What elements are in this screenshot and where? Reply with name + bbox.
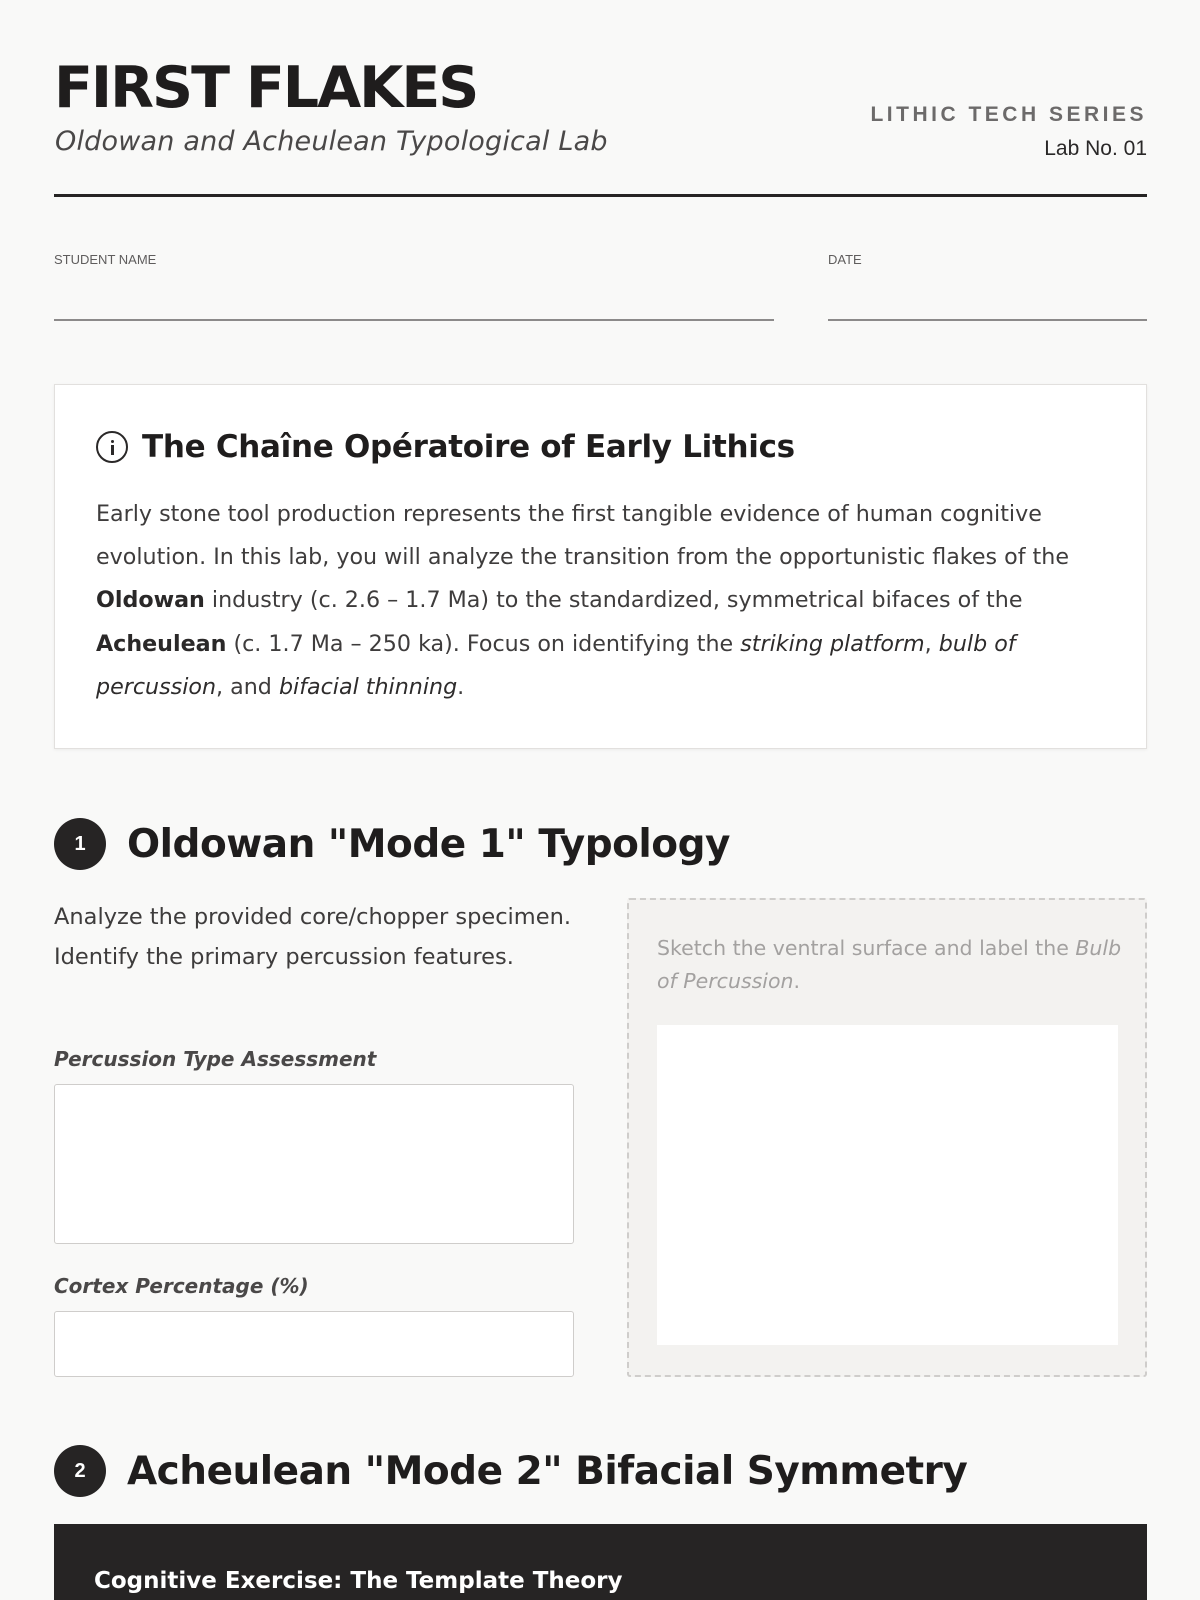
student-name-line[interactable] <box>54 319 774 321</box>
oldowan-term: Oldowan <box>96 587 205 614</box>
section-2-title: Acheulean "Mode 2" Bifacial Symmetry <box>127 1448 968 1494</box>
acheulean-term: Acheulean <box>96 630 227 657</box>
cortex-percentage-input[interactable] <box>54 1311 574 1377</box>
sketch-hint-term: Bulb of Percussion <box>657 936 1122 993</box>
percussion-type-label: Percussion Type Assessment <box>54 1047 377 1071</box>
date-line[interactable] <box>828 319 1147 321</box>
student-info-row <box>54 252 1147 332</box>
worksheet-page <box>54 0 1147 1594</box>
section-2-number-badge: 2 <box>54 1445 106 1497</box>
page-header <box>54 0 1147 197</box>
intro-card <box>54 384 1147 749</box>
section-2-heading <box>54 1445 967 1497</box>
sketch-instructions <box>657 932 1127 998</box>
page-title: FIRST FLAKES <box>54 55 478 121</box>
bulb-of-percussion-term: bulb of percussion <box>96 630 1016 700</box>
sketch-drawing-area[interactable] <box>657 1025 1118 1345</box>
section-1-heading <box>54 818 730 870</box>
lab-number: Lab No. 01 <box>1044 137 1147 160</box>
intro-text-part: , <box>924 630 939 657</box>
exercise-title: Cognitive Exercise: The Template Theory <box>94 1568 623 1594</box>
percussion-type-textarea[interactable] <box>54 1084 574 1244</box>
cortex-percentage-label: Cortex Percentage (%) <box>54 1274 309 1298</box>
striking-platform-term: striking platform <box>740 630 925 657</box>
intro-paragraph <box>96 493 1096 709</box>
info-circle-icon <box>96 431 128 463</box>
sketch-box <box>627 898 1147 1377</box>
bifacial-thinning-term: bifacial thinning <box>278 673 458 700</box>
intro-text-part: (c. 1.7 Ma – 250 ka). Focus on identifying the <box>226 630 741 657</box>
intro-text-part: , and <box>216 673 279 700</box>
date-field[interactable] <box>828 252 1147 267</box>
section-1-number-badge: 1 <box>54 818 106 870</box>
intro-text-part: . <box>457 673 465 700</box>
student-name-field[interactable] <box>54 252 774 267</box>
intro-text-part: Early stone tool production represents the first tangible evidence of human cognitive evolution. In this lab, you will analyze the transition from the opportunistic flakes of the <box>96 501 1069 571</box>
date-label: DATE <box>828 252 862 267</box>
intro-heading <box>96 429 795 465</box>
cognitive-exercise-panel <box>54 1524 1147 1600</box>
intro-text-part: industry (c. 2.6 – 1.7 Ma) to the standardized, symmetrical bifaces of the <box>204 587 1023 614</box>
page-subtitle: Oldowan and Acheulean Typological Lab <box>55 126 608 157</box>
sketch-hint-text: Sketch the ventral surface and label the <box>657 936 1076 960</box>
series-label: LITHIC TECH SERIES <box>870 103 1147 126</box>
section-1-description: Analyze the provided core/chopper specimen. Identify the primary percussion features. <box>54 904 571 970</box>
section-1-title: Oldowan "Mode 1" Typology <box>127 821 730 867</box>
intro-title: The Chaîne Opératoire of Early Lithics <box>142 429 795 465</box>
student-name-label: STUDENT NAME <box>54 252 157 267</box>
sketch-hint-text: . <box>793 969 801 993</box>
